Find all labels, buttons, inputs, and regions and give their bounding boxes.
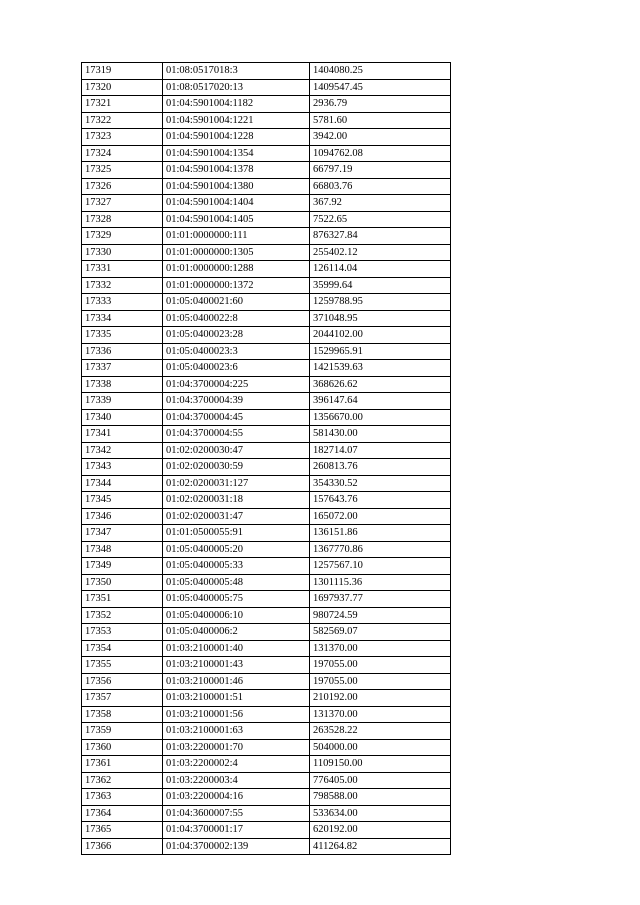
- amount-cell: 1404080.25: [310, 63, 451, 80]
- cadastral-number-cell: 01:03:2200004:16: [163, 789, 310, 806]
- row-number-cell: 17359: [82, 723, 163, 740]
- cadastral-number-cell: 01:05:0400005:48: [163, 574, 310, 591]
- cadastral-number-cell: 01:03:2200002:4: [163, 756, 310, 773]
- amount-cell: 582569.07: [310, 624, 451, 641]
- amount-cell: 5781.60: [310, 112, 451, 129]
- amount-cell: 197055.00: [310, 673, 451, 690]
- cadastral-number-cell: 01:03:2100001:56: [163, 706, 310, 723]
- amount-cell: 504000.00: [310, 739, 451, 756]
- row-number-cell: 17347: [82, 525, 163, 542]
- table-row: [82, 327, 451, 344]
- amount-cell: 131370.00: [310, 640, 451, 657]
- cadastral-number-cell: 01:04:5901004:1182: [163, 96, 310, 113]
- row-number-cell: 17319: [82, 63, 163, 80]
- cadastral-number-cell: 01:05:0400023:28: [163, 327, 310, 344]
- table-row: [82, 492, 451, 509]
- row-number-cell: 17357: [82, 690, 163, 707]
- amount-cell: 1257567.10: [310, 558, 451, 575]
- cadastral-number-cell: 01:03:2200001:70: [163, 739, 310, 756]
- cadastral-number-cell: 01:04:3700004:45: [163, 409, 310, 426]
- amount-cell: 35999.64: [310, 277, 451, 294]
- row-number-cell: 17320: [82, 79, 163, 96]
- row-number-cell: 17324: [82, 145, 163, 162]
- amount-cell: 533634.00: [310, 805, 451, 822]
- row-number-cell: 17334: [82, 310, 163, 327]
- table-row: [82, 277, 451, 294]
- cadastral-value-table: [81, 62, 451, 855]
- cadastral-number-cell: 01:04:5901004:1354: [163, 145, 310, 162]
- cadastral-number-cell: 01:04:5901004:1378: [163, 162, 310, 179]
- row-number-cell: 17360: [82, 739, 163, 756]
- cadastral-number-cell: 01:02:0200030:47: [163, 442, 310, 459]
- row-number-cell: 17366: [82, 838, 163, 855]
- table-row: [82, 558, 451, 575]
- amount-cell: 197055.00: [310, 657, 451, 674]
- amount-cell: 3942.00: [310, 129, 451, 146]
- row-number-cell: 17342: [82, 442, 163, 459]
- table-row: [82, 739, 451, 756]
- cadastral-number-cell: 01:04:5901004:1221: [163, 112, 310, 129]
- amount-cell: 2044102.00: [310, 327, 451, 344]
- amount-cell: 182714.07: [310, 442, 451, 459]
- row-number-cell: 17333: [82, 294, 163, 311]
- row-number-cell: 17362: [82, 772, 163, 789]
- table-row: [82, 756, 451, 773]
- table-row: [82, 145, 451, 162]
- table-row: [82, 574, 451, 591]
- table-row: [82, 789, 451, 806]
- row-number-cell: 17356: [82, 673, 163, 690]
- table-row: [82, 822, 451, 839]
- table-row: [82, 640, 451, 657]
- cadastral-number-cell: 01:03:2100001:51: [163, 690, 310, 707]
- amount-cell: 1094762.08: [310, 145, 451, 162]
- amount-cell: 411264.82: [310, 838, 451, 855]
- cadastral-number-cell: 01:04:3700004:225: [163, 376, 310, 393]
- row-number-cell: 17344: [82, 475, 163, 492]
- row-number-cell: 17354: [82, 640, 163, 657]
- table-row: [82, 657, 451, 674]
- cadastral-number-cell: 01:02:0200031:18: [163, 492, 310, 509]
- cadastral-number-cell: 01:08:0517018:3: [163, 63, 310, 80]
- row-number-cell: 17330: [82, 244, 163, 261]
- cadastral-number-cell: 01:05:0400005:33: [163, 558, 310, 575]
- amount-cell: 136151.86: [310, 525, 451, 542]
- amount-cell: 1259788.95: [310, 294, 451, 311]
- row-number-cell: 17322: [82, 112, 163, 129]
- cadastral-number-cell: 01:01:0000000:1288: [163, 261, 310, 278]
- cadastral-number-cell: 01:05:0400022:8: [163, 310, 310, 327]
- amount-cell: 260813.76: [310, 459, 451, 476]
- row-number-cell: 17336: [82, 343, 163, 360]
- row-number-cell: 17358: [82, 706, 163, 723]
- amount-cell: 396147.64: [310, 393, 451, 410]
- table-row: [82, 376, 451, 393]
- amount-cell: 581430.00: [310, 426, 451, 443]
- table-row: [82, 112, 451, 129]
- table-row: [82, 294, 451, 311]
- row-number-cell: 17346: [82, 508, 163, 525]
- row-number-cell: 17349: [82, 558, 163, 575]
- table-row: [82, 723, 451, 740]
- cadastral-number-cell: 01:05:0400006:2: [163, 624, 310, 641]
- row-number-cell: 17332: [82, 277, 163, 294]
- row-number-cell: 17361: [82, 756, 163, 773]
- amount-cell: 1109150.00: [310, 756, 451, 773]
- cadastral-number-cell: 01:04:5901004:1405: [163, 211, 310, 228]
- amount-cell: 66803.76: [310, 178, 451, 195]
- cadastral-number-cell: 01:05:0400021:60: [163, 294, 310, 311]
- amount-cell: 876327.84: [310, 228, 451, 245]
- amount-cell: 165072.00: [310, 508, 451, 525]
- cadastral-number-cell: 01:04:5901004:1380: [163, 178, 310, 195]
- cadastral-number-cell: 01:04:3600007:55: [163, 805, 310, 822]
- cadastral-number-cell: 01:04:3700004:39: [163, 393, 310, 410]
- row-number-cell: 17363: [82, 789, 163, 806]
- table-row: [82, 343, 451, 360]
- table-row: [82, 96, 451, 113]
- cadastral-number-cell: 01:02:0200031:127: [163, 475, 310, 492]
- cadastral-number-cell: 01:03:2100001:43: [163, 657, 310, 674]
- amount-cell: 776405.00: [310, 772, 451, 789]
- amount-cell: 1421539.63: [310, 360, 451, 377]
- table-row: [82, 426, 451, 443]
- cadastral-number-cell: 01:05:0400023:6: [163, 360, 310, 377]
- table-row: [82, 393, 451, 410]
- cadastral-number-cell: 01:03:2200003:4: [163, 772, 310, 789]
- amount-cell: 1356670.00: [310, 409, 451, 426]
- table-row: [82, 442, 451, 459]
- cadastral-number-cell: 01:08:0517020:13: [163, 79, 310, 96]
- amount-cell: 1301115.36: [310, 574, 451, 591]
- table-row: [82, 838, 451, 855]
- table-row: [82, 475, 451, 492]
- row-number-cell: 17325: [82, 162, 163, 179]
- row-number-cell: 17321: [82, 96, 163, 113]
- amount-cell: 263528.22: [310, 723, 451, 740]
- cadastral-number-cell: 01:02:0200030:59: [163, 459, 310, 476]
- row-number-cell: 17364: [82, 805, 163, 822]
- table-row: [82, 409, 451, 426]
- table-row: [82, 673, 451, 690]
- cadastral-number-cell: 01:01:0000000:111: [163, 228, 310, 245]
- table-row: [82, 591, 451, 608]
- amount-cell: 620192.00: [310, 822, 451, 839]
- amount-cell: 255402.12: [310, 244, 451, 261]
- amount-cell: 7522.65: [310, 211, 451, 228]
- amount-cell: 131370.00: [310, 706, 451, 723]
- table-row: [82, 310, 451, 327]
- table-row: [82, 162, 451, 179]
- amount-cell: 367.92: [310, 195, 451, 212]
- cadastral-number-cell: 01:05:0400005:75: [163, 591, 310, 608]
- table-row: [82, 805, 451, 822]
- table-row: [82, 228, 451, 245]
- row-number-cell: 17340: [82, 409, 163, 426]
- row-number-cell: 17327: [82, 195, 163, 212]
- cadastral-number-cell: 01:01:0000000:1372: [163, 277, 310, 294]
- table-row: [82, 508, 451, 525]
- row-number-cell: 17355: [82, 657, 163, 674]
- row-number-cell: 17365: [82, 822, 163, 839]
- row-number-cell: 17328: [82, 211, 163, 228]
- cadastral-number-cell: 01:05:0400023:3: [163, 343, 310, 360]
- amount-cell: 1409547.45: [310, 79, 451, 96]
- table-row: [82, 360, 451, 377]
- cadastral-number-cell: 01:01:0000000:1305: [163, 244, 310, 261]
- row-number-cell: 17345: [82, 492, 163, 509]
- row-number-cell: 17351: [82, 591, 163, 608]
- row-number-cell: 17335: [82, 327, 163, 344]
- row-number-cell: 17339: [82, 393, 163, 410]
- table-row: [82, 525, 451, 542]
- cadastral-number-cell: 01:04:3700001:17: [163, 822, 310, 839]
- row-number-cell: 17337: [82, 360, 163, 377]
- amount-cell: 66797.19: [310, 162, 451, 179]
- row-number-cell: 17341: [82, 426, 163, 443]
- cadastral-number-cell: 01:05:0400006:10: [163, 607, 310, 624]
- table-row: [82, 178, 451, 195]
- row-number-cell: 17353: [82, 624, 163, 641]
- table-row: [82, 772, 451, 789]
- row-number-cell: 17350: [82, 574, 163, 591]
- row-number-cell: 17326: [82, 178, 163, 195]
- row-number-cell: 17329: [82, 228, 163, 245]
- table-row: [82, 706, 451, 723]
- row-number-cell: 17348: [82, 541, 163, 558]
- table-row: [82, 624, 451, 641]
- cadastral-number-cell: 01:04:5901004:1404: [163, 195, 310, 212]
- amount-cell: 798588.00: [310, 789, 451, 806]
- table-row: [82, 261, 451, 278]
- amount-cell: 980724.59: [310, 607, 451, 624]
- cadastral-number-cell: 01:02:0200031:47: [163, 508, 310, 525]
- cadastral-number-cell: 01:04:3700004:55: [163, 426, 310, 443]
- table-row: [82, 63, 451, 80]
- amount-cell: 354330.52: [310, 475, 451, 492]
- cadastral-number-cell: 01:04:3700002:139: [163, 838, 310, 855]
- row-number-cell: 17323: [82, 129, 163, 146]
- amount-cell: 210192.00: [310, 690, 451, 707]
- table-row: [82, 607, 451, 624]
- cadastral-number-cell: 01:05:0400005:20: [163, 541, 310, 558]
- cadastral-number-cell: 01:03:2100001:46: [163, 673, 310, 690]
- cadastral-number-cell: 01:03:2100001:63: [163, 723, 310, 740]
- amount-cell: 157643.76: [310, 492, 451, 509]
- cadastral-number-cell: 01:04:5901004:1228: [163, 129, 310, 146]
- row-number-cell: 17338: [82, 376, 163, 393]
- table-row: [82, 211, 451, 228]
- table-row: [82, 195, 451, 212]
- table-row: [82, 129, 451, 146]
- amount-cell: 1367770.86: [310, 541, 451, 558]
- table-row: [82, 541, 451, 558]
- table-row: [82, 690, 451, 707]
- amount-cell: 126114.04: [310, 261, 451, 278]
- table-row: [82, 244, 451, 261]
- cadastral-number-cell: 01:01:0500055:91: [163, 525, 310, 542]
- row-number-cell: 17331: [82, 261, 163, 278]
- amount-cell: 371048.95: [310, 310, 451, 327]
- amount-cell: 368626.62: [310, 376, 451, 393]
- amount-cell: 2936.79: [310, 96, 451, 113]
- amount-cell: 1697937.77: [310, 591, 451, 608]
- amount-cell: 1529965.91: [310, 343, 451, 360]
- row-number-cell: 17343: [82, 459, 163, 476]
- cadastral-number-cell: 01:03:2100001:40: [163, 640, 310, 657]
- table-body: [82, 63, 451, 855]
- table-row: [82, 459, 451, 476]
- table-row: [82, 79, 451, 96]
- row-number-cell: 17352: [82, 607, 163, 624]
